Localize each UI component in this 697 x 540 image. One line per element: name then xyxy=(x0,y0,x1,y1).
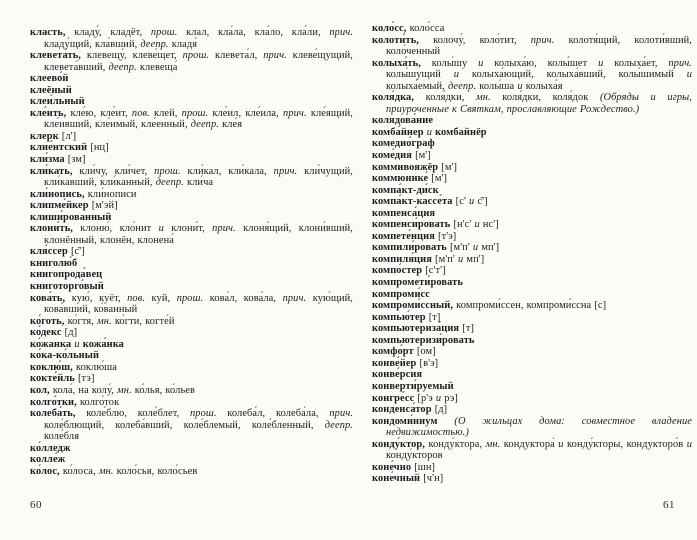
dictionary-entry: класть, кладу́, кладёт, прош. клал, кла́ла, кла́ло, кла́ли, прич. кладу́щий, кла́вший, деепр. кладя́ xyxy=(30,27,354,50)
dictionary-entry: клони́ть, клоню́, кло́нит и клони́т, прич. клоня́щий, клони́вший, клонённый, клонён, клонена́ xyxy=(30,223,353,246)
dictionary-entry: коло́сс, коло́сса xyxy=(372,23,445,34)
dictionary-entry: ко́лос, ко́лоса, мн. коло́сья, коло́сьев xyxy=(30,465,198,477)
dictionary-entry: конгре́сс [р'э и рэ] xyxy=(372,392,458,404)
dictionary-entry: клиши́рованный xyxy=(30,211,112,223)
dictionary-entry: коне́чно [шн] xyxy=(372,461,436,473)
dictionary-entry: компьютериза́ция [т] xyxy=(372,323,475,335)
dictionary-entry: кли́зма [зм] xyxy=(30,154,86,166)
dictionary-entry: компенси́ровать [н'с' и нс'] xyxy=(372,219,499,231)
dictionary-entry: кля́ссер [с̄'] xyxy=(30,246,85,258)
dictionary-entry: книготорго́вый xyxy=(30,281,104,293)
dictionary-entry: комфо́рт [ом] xyxy=(372,346,436,358)
dictionary-entry: конверти́руемый xyxy=(372,380,454,392)
dictionary-entry: компьютеризи́ровать xyxy=(372,334,475,346)
dictionary-entry: ко́жанка и кожа́нка xyxy=(30,338,124,350)
dictionary-entry: ко́готь, ко́гтя, мн. ко́гти, когте́й xyxy=(30,315,175,327)
dictionary-entry: комедио́граф xyxy=(372,138,435,150)
dictionary-entry: книгопрода́вец xyxy=(30,269,103,281)
dictionary-entry: клеи́льный xyxy=(30,96,85,108)
dictionary-entry: клерк [л'] xyxy=(30,130,77,142)
dictionary-entry: конве́йер [в'э] xyxy=(372,357,439,369)
dictionary-entry: конду́ктор, конду́ктора, мн. кондуктора́ и конду́кторы, кондукторо́в и конду́кторов xyxy=(372,438,692,462)
page-number-right: 61 xyxy=(663,499,675,511)
right-page xyxy=(372,23,692,485)
dictionary-entry: компа́кт-кассе́та [с' и с̄'] xyxy=(372,196,488,208)
dictionary-entry: коме́дия [м'] xyxy=(372,150,431,162)
dictionary-entry: книголю́б xyxy=(30,257,78,269)
dictionary-entry: коммюнике́ [м'] xyxy=(372,173,448,185)
dictionary-entry: колеба́ть, коле́блю, коле́блет, прош. колеба́л, колеба́ла, прич. коле́блющий, колеба́вший, коле́блемый, коле́бленный, деепр. коле́бля xyxy=(30,408,353,443)
dictionary-entry: компенса́ция xyxy=(372,207,436,219)
dictionary-entry: кли́нопись, кли́нописи xyxy=(30,188,137,200)
dictionary-entry: компо́стер [с'т'] xyxy=(372,265,446,277)
dictionary-entry: ко́лледж xyxy=(30,442,71,454)
dictionary-entry: коне́чный [ч'н] xyxy=(372,473,444,485)
dictionary-entry: клеево́й xyxy=(30,73,69,85)
dictionary-entry: колоти́ть, колочу́, коло́тит, прич. колотя́щий, колоти́вший, коло́ченный xyxy=(372,34,692,58)
dictionary-entry: клевета́ть, клевещу́, клеве́щет, прош. клевета́л, прич. клеве́щущий, клевета́вший, деепр. клевеща́ xyxy=(30,50,353,73)
dictionary-entry: ко́декс [д] xyxy=(30,327,78,339)
dictionary-entry: компроми́сс xyxy=(372,288,430,300)
dictionary-entry: клипме́йкер [м'эй] xyxy=(30,200,118,212)
dictionary-entry: конве́рсия xyxy=(372,369,423,381)
dictionary-entry: коммивояжёр [м'] xyxy=(372,161,458,173)
dictionary-entry: колго́тки, колго́ток xyxy=(30,396,120,408)
dictionary-entry: кова́ть, кую́, куёт, пов. куй, прош. кова́л, кова́ла, прич. кую́щий, кова́вший, ко́ванный xyxy=(30,292,353,316)
dictionary-entry: кли́кать, кли́чу, кли́чет, прош. кли́кал, кли́кала, прич. кли́чущий, кли́кавший, кли́канный, деепр. кли́ча xyxy=(30,165,353,189)
dictionary-entry: клеёный xyxy=(30,84,72,96)
dictionary-entry: компиля́ция [м'п' и мп'] xyxy=(372,253,485,265)
dictionary-entry: колядова́ние xyxy=(372,115,434,127)
dictionary-entry: колыха́ть, колы́шу и колыха́ю, колы́шет и колыха́ет, прич. колы́шущий и колыха́ющий, колыха́вший, колы́шимый и колыха́емый, деепр. колы́ша и колыха́я xyxy=(372,57,692,92)
dictionary-entry: кле́ить, кле́ю, кле́ит, пов. клей, прош. кле́ил, кле́ила, прич. кле́ящий, кле́ивший, кле́имый, кле́енный, деепр. кле́я xyxy=(30,107,353,131)
right-page-entries xyxy=(372,23,692,485)
dictionary-entry: кокте́йль [тэ] xyxy=(30,373,95,385)
dictionary-entry: коклю́ш, коклю́ша xyxy=(30,361,117,373)
dictionary-entry: компили́ровать [м'п' и мп'] xyxy=(372,242,500,254)
dictionary-entry: кондоми́ниум (О жильцах дома: совместное владение недвижимостью.) xyxy=(372,415,692,439)
dictionary-entry: колле́ж xyxy=(30,454,66,466)
page-number-left: 60 xyxy=(30,499,42,511)
left-page xyxy=(30,27,353,477)
dictionary-entry: кол, кола́, на колу́, мн. ко́лья, ко́льев xyxy=(30,384,195,396)
dictionary-entry: ко́ка-ко́льный xyxy=(30,350,100,362)
dictionary-entry: компью́тер [т] xyxy=(372,311,441,323)
left-page-entries xyxy=(30,27,353,477)
dictionary-entry: компроми́ссный, компроми́ссен, компроми́ссна [с] xyxy=(372,300,607,312)
dictionary-entry: конденса́тор [д] xyxy=(372,404,448,416)
dictionary-entry: коля́дка, коля́дки, мн. коля́дки, коля́док (Обряды и игры, приуроченные к Святкам, прославляющие Рождество.) xyxy=(372,92,692,115)
dictionary-entry: комба́йнер и комбайнёр xyxy=(372,126,487,138)
dictionary-entry: компете́нция [т'э] xyxy=(372,230,457,242)
dictionary-entry: компа́кт-ди́ск xyxy=(372,184,439,196)
dictionary-entry: компромети́ровать xyxy=(372,277,463,289)
dictionary-entry: клие́нтский [нц] xyxy=(30,142,109,154)
